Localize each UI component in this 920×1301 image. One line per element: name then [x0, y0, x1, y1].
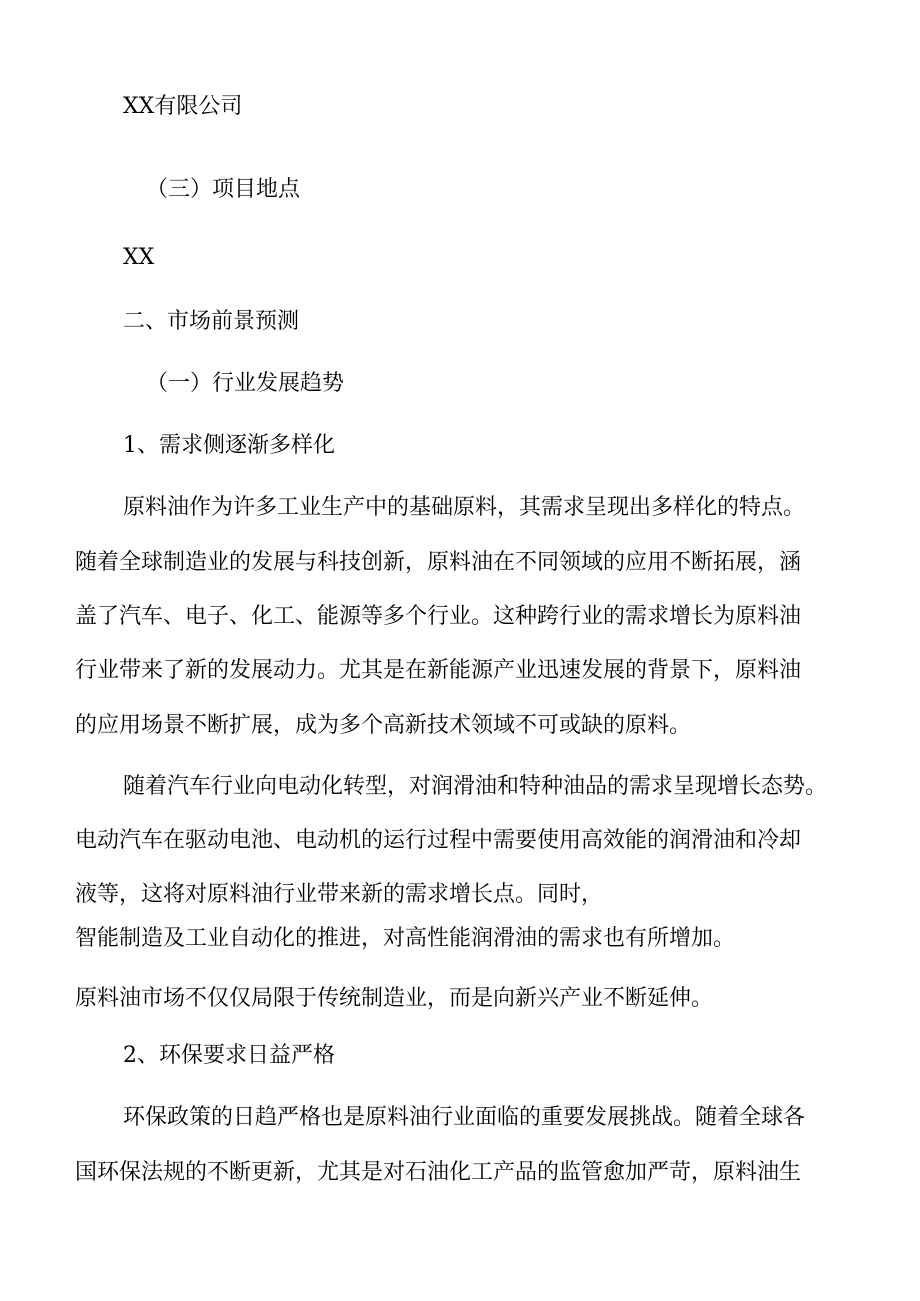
paragraph-line: 电动汽车在驱动电池、电动机的运行过程中需要使用高效能的润滑油和冷却 — [75, 828, 802, 853]
paragraph-line: 原料油市场不仅仅局限于传统制造业，而是向新兴产业不断延伸。 — [75, 986, 714, 1011]
paragraph-line: 盖了汽车、电子、化工、能源等多个行业。这种跨行业的需求增长为原料油 — [75, 604, 802, 629]
paragraph-line: 行业带来了新的发展动力。尤其是在新能源产业迅速发展的背景下，原料油 — [75, 658, 802, 683]
paragraph-line: 液等，这将对原料油行业带来新的需求增长点。同时， — [75, 882, 604, 907]
subheading-environmental: 2、环保要求日益严格 — [123, 1043, 335, 1068]
paragraph-line: 的应用场景不断扩展，成为多个高新技术领域不可或缺的原料。 — [75, 713, 692, 738]
section-heading-industry-trend: （一）行业发展趋势 — [146, 371, 345, 396]
company-name: XX有限公司 — [123, 94, 243, 119]
paragraph-line: 环保政策的日趋严格也是原料油行业面临的重要发展挑战。随着全球各 — [123, 1105, 806, 1130]
section-heading-project-location: （三）项目地点 — [146, 177, 301, 202]
paragraph-line: 随着全球制造业的发展与科技创新，原料油在不同领域的应用不断拓展，涵 — [75, 550, 802, 575]
chapter-heading-market-forecast: 二、市场前景预测 — [123, 309, 300, 334]
paragraph-line: 随着汽车行业向电动化转型，对润滑油和特种油品的需求呈现增长态势。 — [123, 774, 828, 799]
paragraph-line: 智能制造及工业自动化的推进，对高性能润滑油的需求也有所增加。 — [75, 926, 736, 951]
paragraph-line: 国环保法规的不断更新，尤其是对石油化工产品的监管愈加严苛，原料油生 — [75, 1160, 802, 1185]
subheading-demand-diversification: 1、需求侧逐渐多样化 — [123, 433, 335, 458]
paragraph-line: 原料油作为许多工业生产中的基础原料，其需求呈现出多样化的特点。 — [123, 495, 806, 520]
project-location-value: XX — [123, 245, 155, 270]
